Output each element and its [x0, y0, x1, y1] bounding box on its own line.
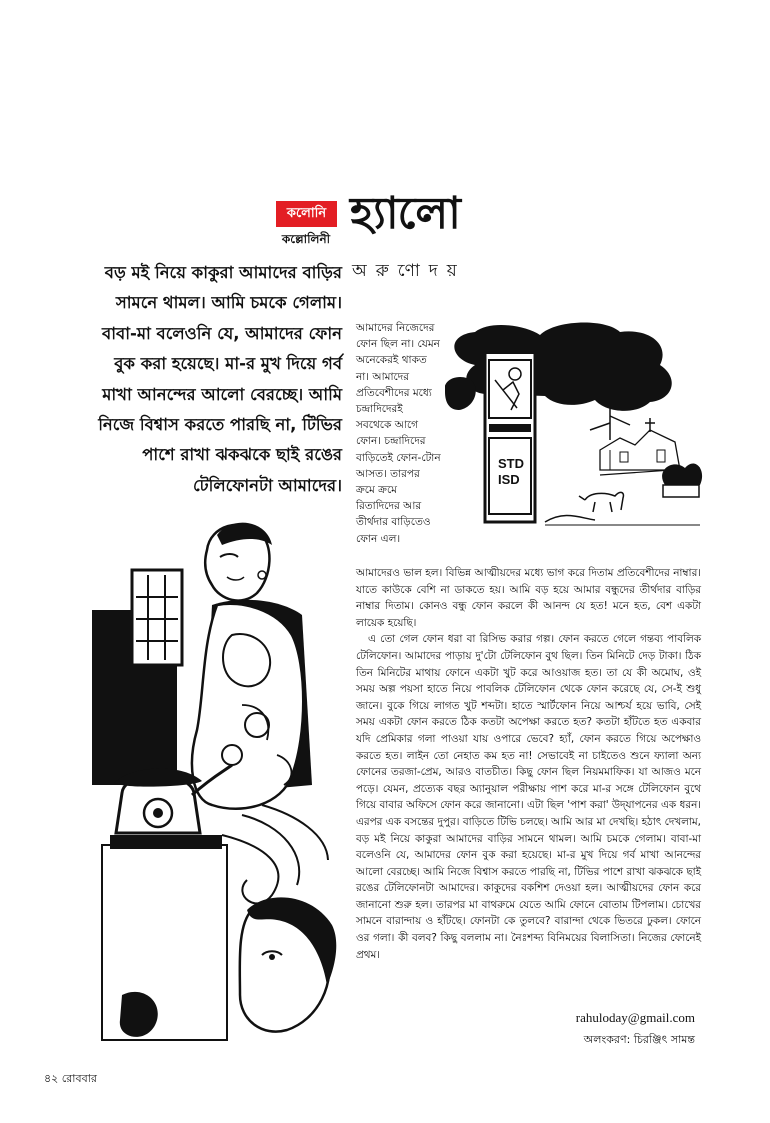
illustrator-credit: অলংকরণ: চিরঞ্জিৎ সামন্ত [583, 1033, 695, 1046]
section-subtitle: কল্লোলিনী [281, 232, 331, 246]
dog-shape [579, 492, 623, 512]
body-paragraph: আমাদেরও ভাল হল। বিভিন্ন আত্মীয়দের মধ্যে ভাগ করে দিতাম প্রতিবেশীদের নাম্বার। যাতে কাউকে বেশি না ডাকতে হয়। আমি বড় হয়ে আমার বন্ধুদের তীর্থদার বাড়ির নাম্বার দিতাম। কোনও বন্ধু ফোন করলে কী আনন্দ যে হত! মনে হত, বেশ একটা লায়েক হয়েছি। [356, 567, 701, 629]
phone-booth-illustration [445, 320, 705, 530]
intro-line: আসত। তারপর [356, 467, 420, 480]
body-paragraph: এ তো গেল ফোন ধরা বা রিসিভ করার গল্প। ফোন করতে গেলে গন্তব্য পাবলিক টেলিফোন। আমাদের পাড়ায় দু'টো টেলিফোন বুথ ছিল। তিন মিনিটে দেড় টাকা। ঠিক তিন মিনিটের মাথায় ফোনে একটা খুট করে আওয়াজ হত। তা যে কী অমোঘ, ওই সময় অল্প পয়সা হাতে নিয়ে পাবলিক টেলিফোন থেকে ফোন করেছে যে, সে-ই শুধু জানে। বুকে গিয়ে লাগত খুট শব্দটা। হাতে স্মার্টফোন নিয়ে আশ্চর্য হয়ে ভাবি, সেই সময় একটা ফোন করতে ঠিক কতটা অপেক্ষা করতে হত? কতটা হাঁটতে হত একবার যদি প্রেমিকার গলা পাওয়া যায় ওপারে ভেবে? হ্যাঁ, ফোন করতে গিয়ে অপেক্ষাও করতে হত। লাইন তো নেহাত কম হত না! সেভাবেই না চাইতেও শুনে ফ্যালা অন্য ফোনের তরজা-প্রেম, আরও বাতচীত। কিছু ফোন ছিল নিয়মমাফিক। যা আজও মনে পড়ে। যেমন, প্রত্যেক বছর অ্যানুয়াল পরীক্ষায় পাশ করে মা-র সঙ্গে টেলিফোন বুথে গিয়ে বাবার অফিসে ফোন করে জানানো। এটা ছিল 'পাশ করা' উদ্‌যাপনের এক ধরন। এরপর এক বসন্তের দুপুর। বাড়িতে টিভি চলছে। আমি আর মা দেখছি। হঠাৎ দেখলাম, বড় মই নিয়ে কাকুরা আমাদের বাড়ির সামনে থামল। আমি চমকে গেলাম। বাবা-মা বলেওনি যে, আমাদের ফোন বুক করা হয়েছে। মা-র মুখ দিয়ে গর্ব মাখা আনন্দের আলো বেরচ্ছে। আমি নিজে বিশ্বাস করতে পারছি না, টিভির পাশে রাখা ঝকঝকে ছাই রঙের টেলিফোনটা আমাদের। কাকুদের বকশিশ দেওয়া হল। আত্মীয়দের ফোন করে জানানো শুরু হল। তারপর মা বাথরুমে যেতে আমি ফোনে বোতাম টিপলাম। চোখের সামনে বারান্দায় ও হাঁটছে। ফোনটা কে তুলবে? বারান্দা থেকে ভিতরে ঢুকল। ফোনে ওর গলা। কী বলব? কিছু বললাম না। নৈঃশব্দ্য বিনিময়ের বিলাসিতা। নিজের ফোনেই প্রথম। [356, 633, 701, 961]
booth-sign-std: STD [498, 456, 524, 471]
intro-line: বাড়িতেই ফোন-টোন [356, 451, 441, 464]
intro-line: তীর্থদার বাড়িতেও [356, 516, 431, 529]
intro-line: চন্দ্রাদিদেরই [356, 403, 403, 416]
intro-line: ফোন এল। [356, 532, 401, 545]
author-email[interactable]: rahuloday@gmail.com [575, 1010, 695, 1025]
article-author: অরুণোদয় [352, 261, 466, 281]
intro-line: সবথেকে আগে [356, 419, 419, 432]
article-body [356, 565, 701, 963]
intro-line: না। আমাদের [356, 370, 410, 383]
tree-foliage-shape [445, 377, 476, 410]
window-grille [132, 570, 182, 665]
pull-quote: বড় মই নিয়ে কাকুরা আমাদের বাড়ির সামনে থামল। আমি চমকে গেলাম। বাবা-মা বলেওনি যে, আমাদের ফোন বুক করা হয়েছে। মা-র মুখ দিয়ে গর্ব মাখা আনন্দের আলো বেরচ্ছে। আমি নিজে বিশ্বাস করতে পারছি না, টিভির পাশে রাখা ঝকঝকে ছাই রঙের টেলিফোনটা আমাদের। [98, 263, 342, 495]
article-title: হ্যালো [350, 188, 460, 239]
section-tag: কলোনি [276, 201, 337, 227]
intro-line: প্রতিবেশীদের মধ্যে [356, 386, 432, 399]
intro-line: অনেকেরই থাকত [356, 354, 427, 367]
intro-line: রিতাদিদের আর [356, 500, 422, 513]
booth-sign-isd: ISD [498, 472, 520, 487]
intro-line: ফোন। চন্দ্রাদিদের [356, 435, 426, 448]
intro-line: ফোন ছিল না। যেমন [356, 338, 440, 351]
house-outline [600, 430, 680, 470]
woman-telephone-illustration [92, 515, 342, 1055]
intro-line: আমাদের নিজেদের [356, 322, 435, 334]
intro-line: ক্রমে ক্রমে [356, 484, 397, 497]
bush-shape [662, 463, 702, 485]
page-folio: ৪২ রোববার [44, 1072, 97, 1085]
